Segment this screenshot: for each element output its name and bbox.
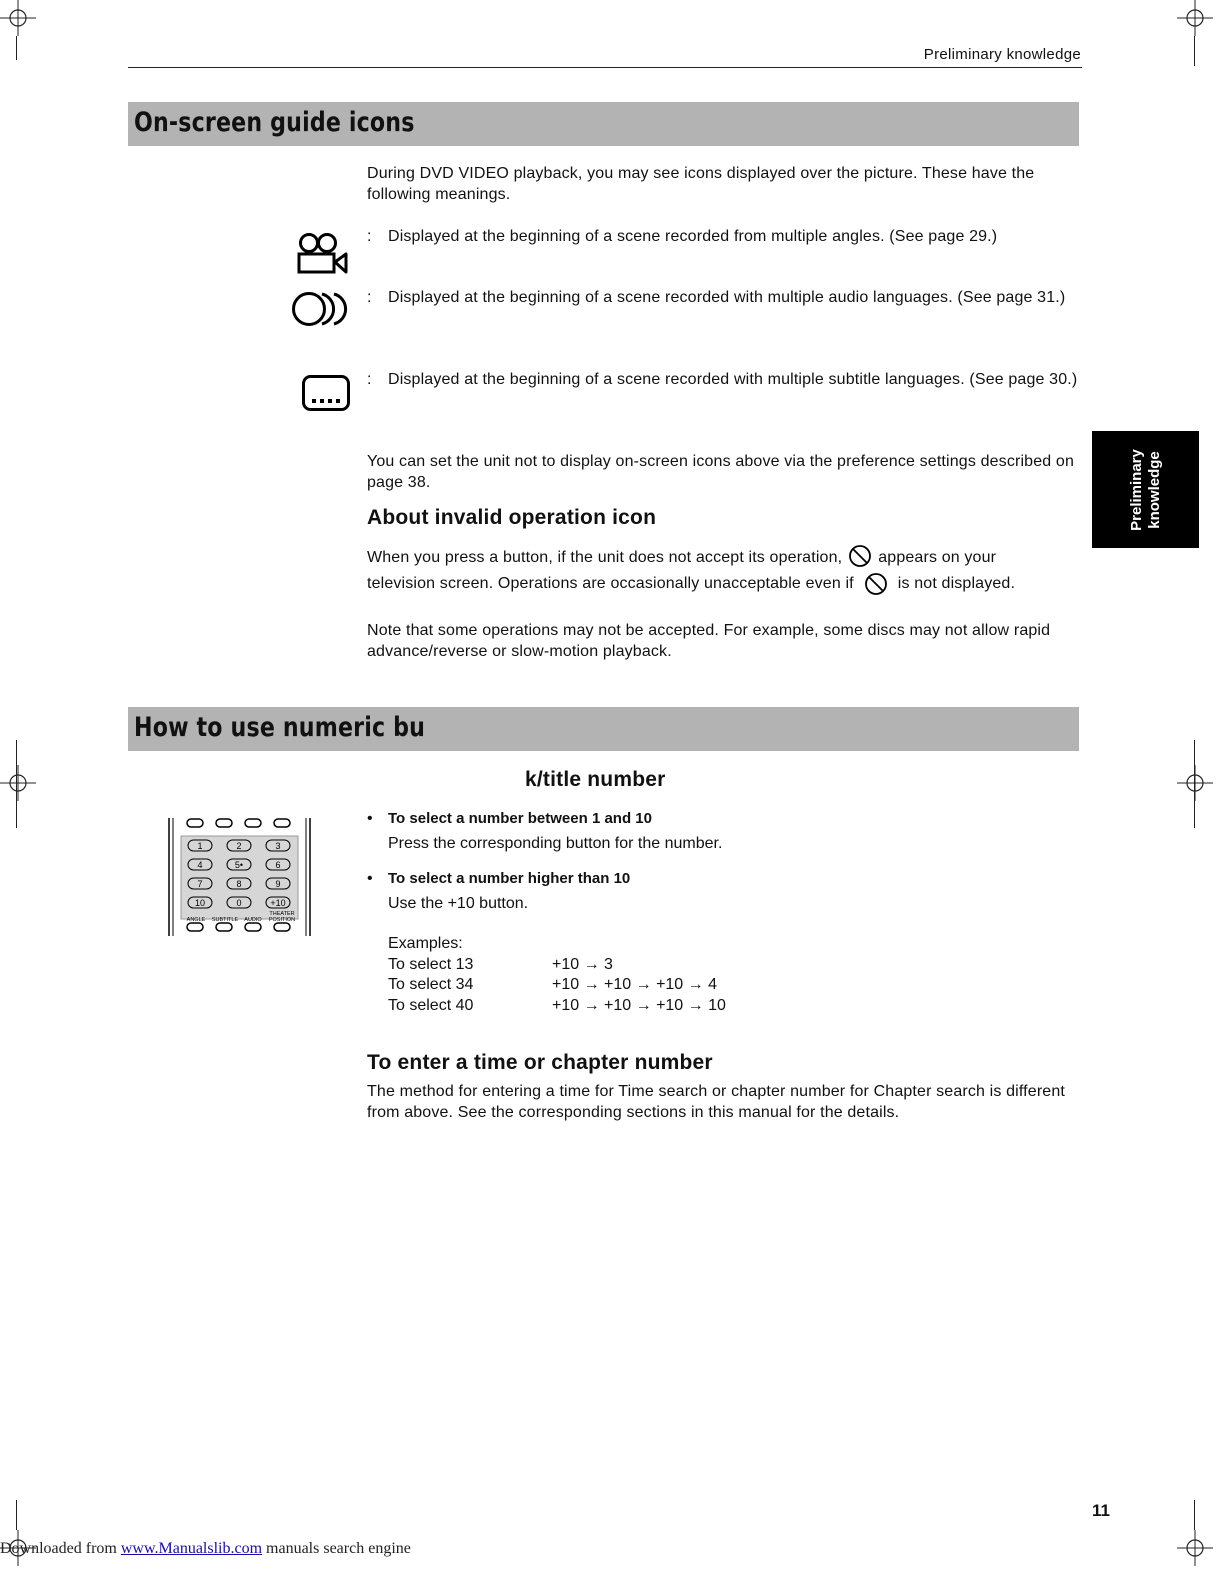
intro-paragraph: During DVD VIDEO playback, you may see icons displayed over the picture. These have the following meanings. bbox=[367, 165, 1035, 203]
trim-line-mid-left bbox=[16, 740, 17, 828]
invalid-operation-heading: About invalid operation icon bbox=[367, 506, 657, 529]
section-bar-numeric-buttons bbox=[128, 707, 1079, 751]
invalid-line1 bbox=[367, 544, 1079, 568]
trim-line-top-right bbox=[1194, 36, 1195, 66]
icon-desc-text: Displayed at the beginning of a scene recorded from multiple angles. (See page 29.) bbox=[388, 228, 998, 245]
remote-key-label: 9 bbox=[275, 879, 281, 889]
bullet-body: Press the corresponding button for the number. bbox=[388, 835, 723, 852]
remote-key-label: 0 bbox=[236, 898, 242, 908]
icon-desc-colon: : bbox=[367, 371, 372, 388]
crop-mark-top-right-icon bbox=[1177, 0, 1213, 36]
example-right: +10 → +10 → +10 → 10 bbox=[552, 996, 726, 1014]
track-title-subheading: k/title number bbox=[525, 768, 666, 791]
remote-key-label: 7 bbox=[197, 879, 203, 889]
icon-desc-colon: : bbox=[367, 228, 372, 245]
audio-language-icon bbox=[291, 290, 353, 328]
side-tab-label bbox=[1128, 449, 1164, 531]
side-tab-line2: knowledge bbox=[1145, 450, 1163, 529]
side-tab bbox=[1092, 431, 1199, 548]
trim-line-top-left bbox=[16, 36, 17, 60]
prohibited-icon bbox=[864, 572, 888, 596]
remote-key-label: +10 bbox=[270, 898, 286, 908]
footer-suffix: manuals search engine bbox=[262, 1540, 411, 1557]
invalid-line2 bbox=[367, 572, 1079, 596]
remote-function-label: THEATER bbox=[269, 911, 295, 917]
time-chapter-heading: To enter a time or chapter number bbox=[367, 1051, 713, 1074]
trim-line-bottom-left bbox=[16, 1500, 17, 1530]
remote-key-label: 1 bbox=[197, 841, 203, 851]
invalid-line2-before: television screen. Operations are occasionally unacceptable even if bbox=[367, 575, 854, 592]
footer-link[interactable]: www.Manualslib.com bbox=[120, 1540, 263, 1557]
crop-mark-bottom-right-icon bbox=[1177, 1530, 1213, 1566]
remote-function-label: AUDIO bbox=[244, 917, 262, 923]
remote-key-label: 10 bbox=[194, 898, 206, 908]
camera-angle-icon bbox=[296, 232, 352, 276]
subtitle-icon bbox=[301, 374, 351, 412]
bullet-title: To select a number between 1 and 10 bbox=[388, 810, 652, 827]
example-left: To select 13 bbox=[388, 955, 474, 973]
bullet-marker: • bbox=[367, 870, 373, 887]
example-left: To select 40 bbox=[388, 996, 474, 1014]
section-bar-onscreen-icons bbox=[128, 102, 1079, 146]
bullet-title: To select a number higher than 10 bbox=[388, 870, 631, 887]
bullet-marker: • bbox=[367, 810, 373, 827]
running-header: Preliminary knowledge bbox=[923, 46, 1081, 63]
icon-desc-text: Displayed at the beginning of a scene recorded with multiple audio languages. (See page 31.) bbox=[388, 289, 1066, 306]
remote-key-label: 6 bbox=[275, 860, 281, 870]
remote-key-label: 3 bbox=[275, 841, 281, 851]
invalid-line1-after: appears on your bbox=[878, 549, 997, 566]
remote-key-label: 2 bbox=[236, 841, 242, 851]
invalid-line2-after: is not displayed. bbox=[897, 575, 1016, 592]
remote-numeric-keypad-illustration bbox=[166, 814, 314, 938]
icon-desc-colon: : bbox=[367, 289, 372, 306]
example-right: +10 → 3 bbox=[552, 955, 613, 973]
bullet-body: Use the +10 button. bbox=[388, 895, 529, 912]
example-left: To select 34 bbox=[388, 976, 474, 993]
prohibited-icon bbox=[848, 544, 872, 568]
trim-line-bottom-right bbox=[1194, 1500, 1195, 1530]
remote-function-label: POSITION bbox=[268, 917, 296, 923]
icon-desc-text: Displayed at the beginning of a scene recorded with multiple subtitle languages. (See page 30.) bbox=[388, 371, 1078, 388]
outro-paragraph: You can set the unit not to display on-screen icons above via the preference settings described on page 38. bbox=[367, 453, 1074, 491]
invalid-line1-before: When you press a button, if the unit does not accept its operation, bbox=[367, 549, 843, 566]
header-rule bbox=[128, 67, 1082, 68]
section-title: On-screen guide icons bbox=[134, 107, 415, 138]
side-tab-line1: Preliminary bbox=[1127, 448, 1145, 531]
footer-prefix: Downloaded from bbox=[0, 1540, 121, 1557]
download-footer bbox=[0, 1540, 411, 1558]
time-chapter-paragraph: The method for entering a time for Time search or chapter number for Chapter search is different from above. See the corresponding sections in this manual for the details. bbox=[367, 1083, 1065, 1121]
trim-line-mid-right bbox=[1194, 740, 1195, 828]
crop-mark-mid-right-icon bbox=[1177, 765, 1213, 801]
page-number: 11 bbox=[1092, 1501, 1110, 1520]
remote-key-label: 5• bbox=[234, 860, 244, 870]
examples-label: Examples: bbox=[388, 935, 463, 952]
crop-mark-mid-left-icon bbox=[0, 765, 36, 801]
section-title: How to use numeric bu bbox=[134, 712, 426, 743]
example-right: +10 → +10 → +10 → 4 bbox=[552, 976, 717, 993]
remote-function-label: ANGLE bbox=[186, 917, 206, 923]
remote-function-label: SUBTITLE bbox=[211, 917, 239, 923]
remote-key-label: 8 bbox=[236, 879, 242, 889]
note-paragraph: Note that some operations may not be accepted. For example, some discs may not allow rapid advance/reverse or slow-motion playback. bbox=[367, 622, 1051, 660]
remote-key-label: 4 bbox=[197, 860, 203, 870]
crop-mark-top-left-icon bbox=[0, 0, 36, 36]
